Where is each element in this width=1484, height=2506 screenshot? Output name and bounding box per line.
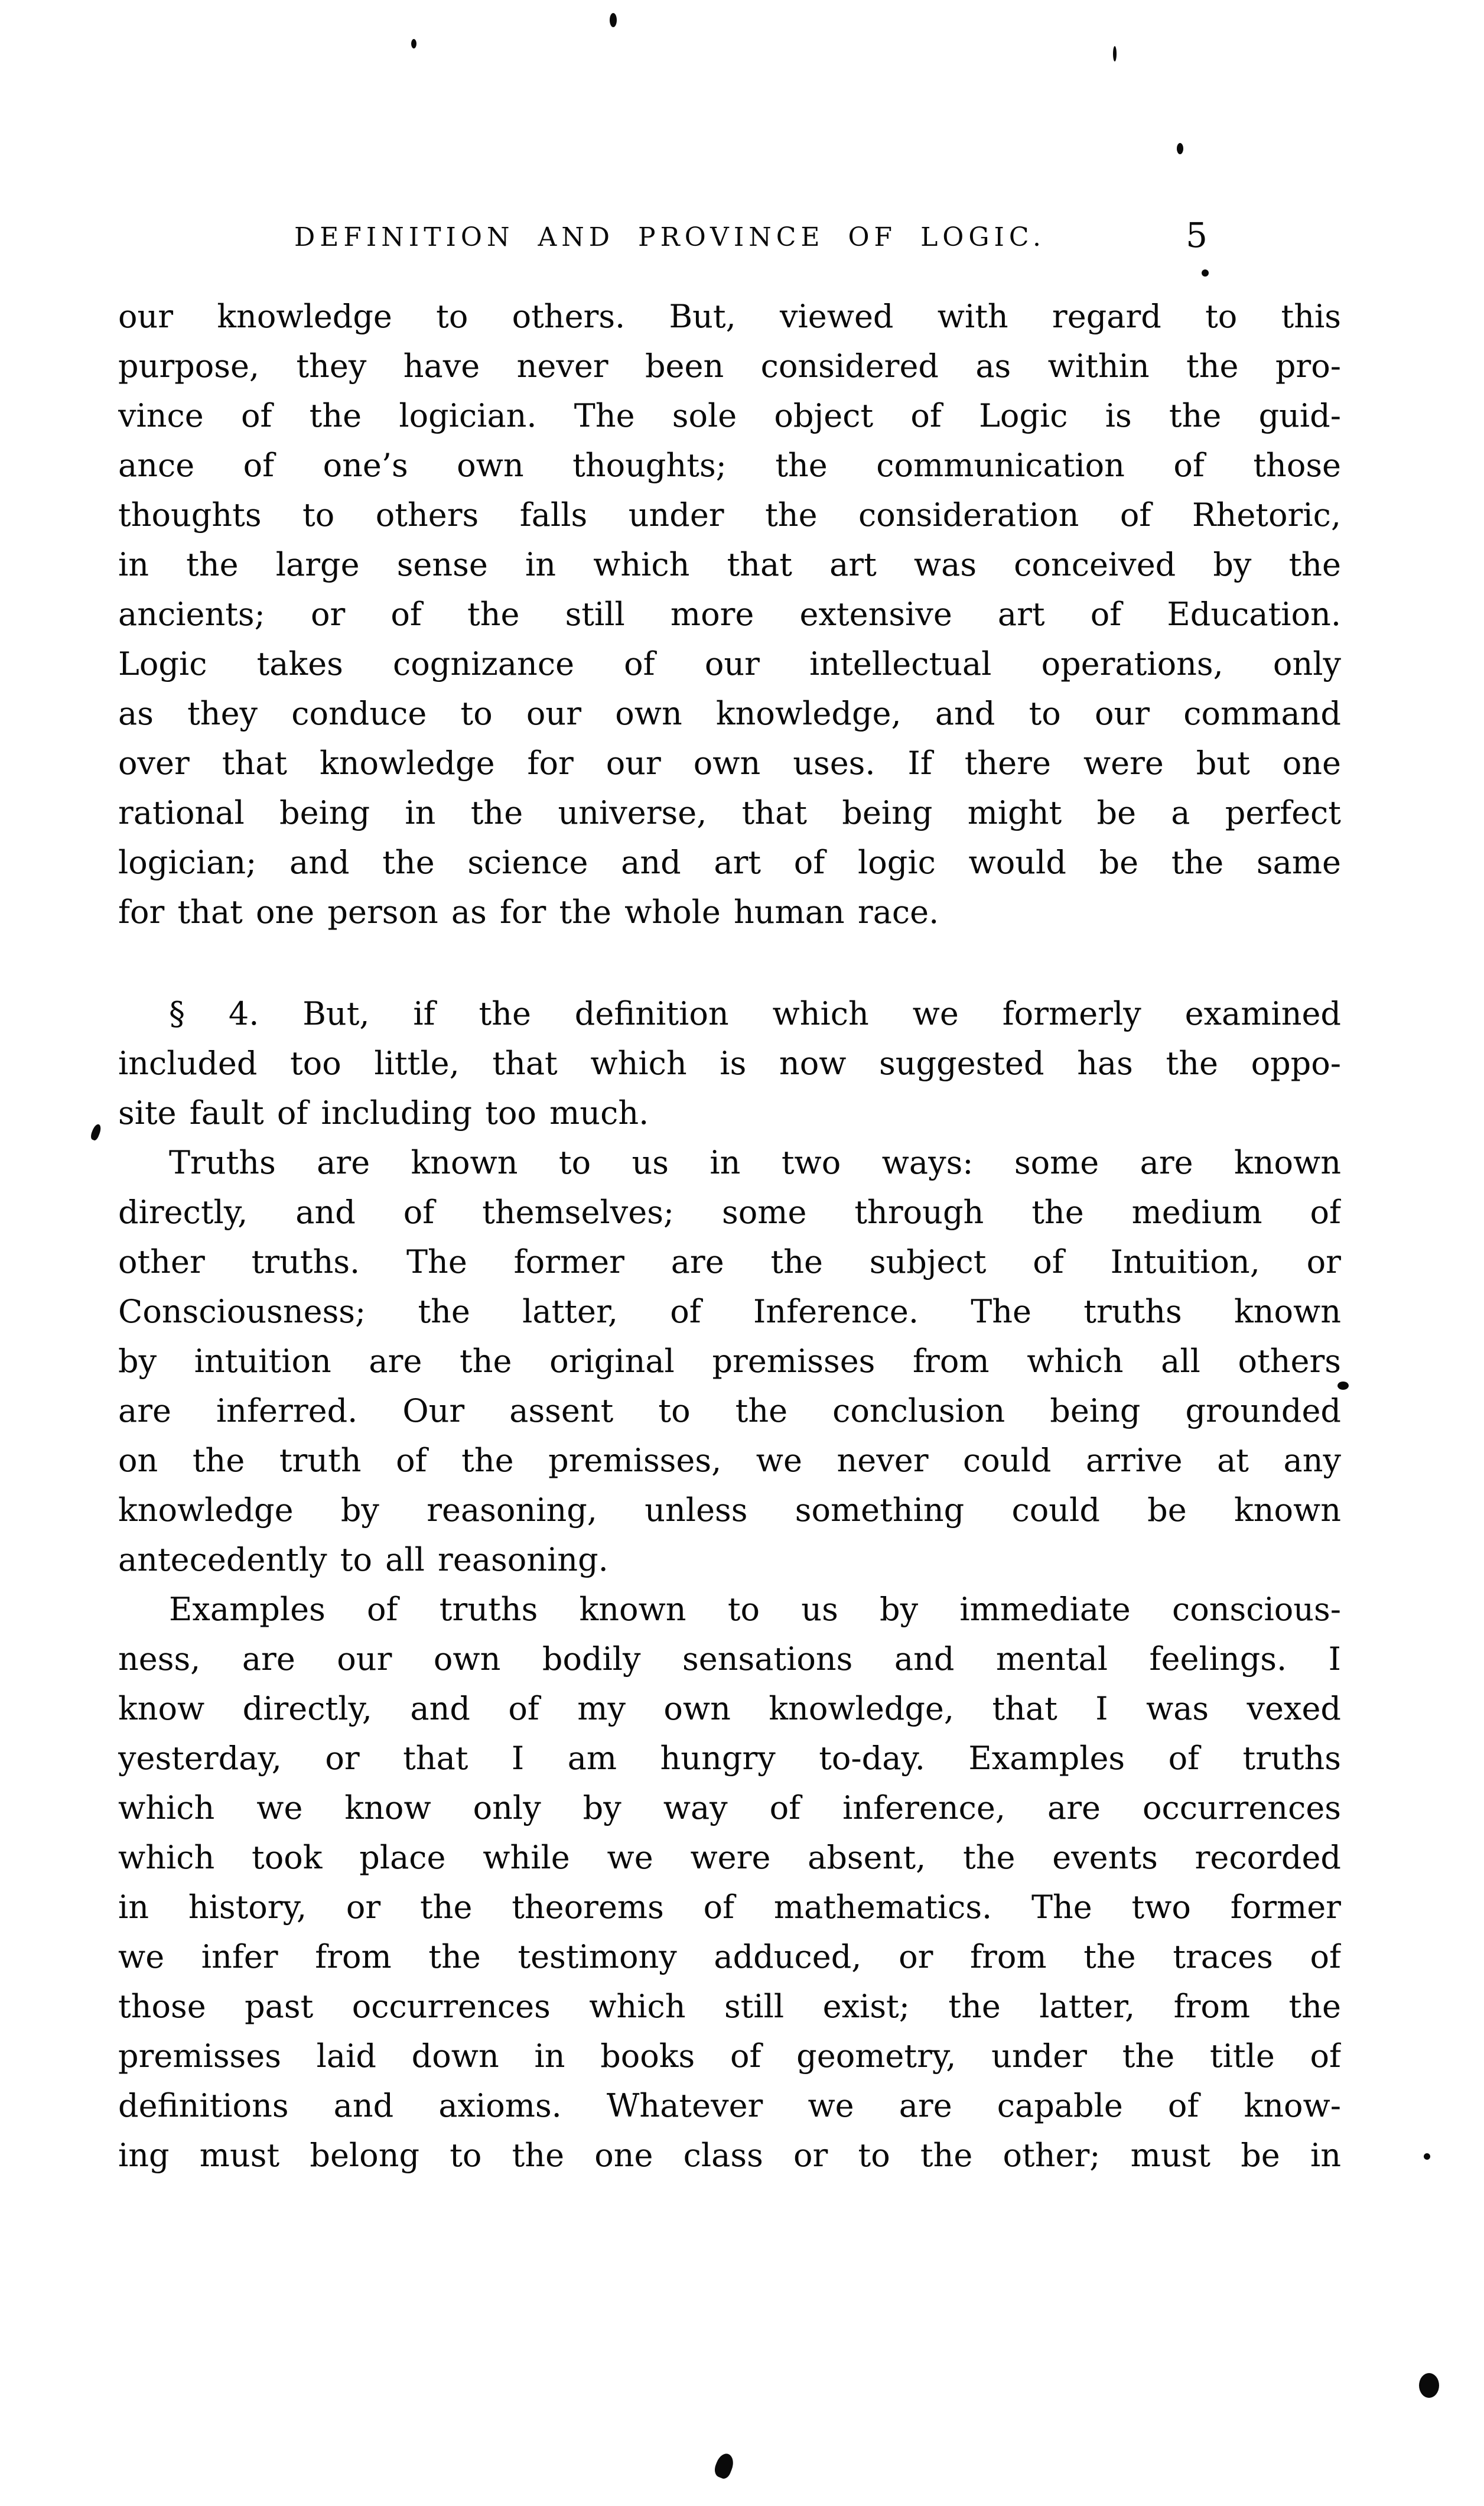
text-line: over that knowledge for our own uses. If there were but one: [118, 745, 1341, 782]
text-line: antecedently to all reasoning.: [118, 1541, 608, 1578]
page-body: [118, 292, 1341, 2180]
ink-dot-mark: [1177, 143, 1183, 154]
text-line: are inferred. Our assent to the conclusion being grounded: [118, 1392, 1341, 1429]
text-line: ing must belong to the one class or to the other; must be in: [118, 2137, 1341, 2174]
text-line: definitions and axioms. Whatever we are capable of know-: [118, 2087, 1341, 2124]
page-number: 5: [1186, 215, 1208, 255]
ink-dot-mark: [1113, 46, 1117, 61]
text-line: which we know only by way of inference, are occurrences: [118, 1789, 1341, 1826]
text-line: we infer from the testimony adduced, or from the traces of: [118, 1938, 1341, 1975]
ink-dot-mark: [1424, 2153, 1430, 2160]
text-line: in history, or the theorems of mathematics. The two former: [118, 1889, 1341, 1926]
text-line: included too little, that which is now suggested has the oppo-: [118, 1045, 1341, 1082]
paragraph-1: [118, 292, 1341, 937]
ink-dot-mark: [1202, 269, 1209, 277]
text-line: for that one person as for the whole human race.: [118, 893, 939, 931]
text-line: premisses laid down in books of geometry, under the title of: [118, 2037, 1341, 2075]
ink-dot-mark: [1419, 2373, 1439, 2398]
text-line: thoughts to others falls under the consideration of Rhetoric,: [118, 496, 1341, 534]
page-header: [118, 215, 1341, 261]
text-line: vince of the logician. The sole object of Logic is the guid-: [118, 397, 1341, 434]
text-line: Consciousness; the latter, of Inference. The truths known: [118, 1293, 1341, 1330]
text-line: in the large sense in which that art was conceived by the: [118, 546, 1341, 583]
text-line: yesterday, or that I am hungry to-day. Examples of truths: [118, 1740, 1341, 1777]
text-line: other truths. The former are the subject of Intuition, or: [118, 1243, 1341, 1280]
text-line: Logic takes cognizance of our intellectual operations, only: [118, 645, 1341, 682]
text-line: our knowledge to others. But, viewed with regard to this: [118, 298, 1341, 335]
text-line: by intuition are the original premisses from which all others: [118, 1343, 1341, 1380]
text-line: rational being in the universe, that being might be a perfect: [118, 794, 1341, 831]
text-line: those past occurrences which still exist; the latter, from the: [118, 1988, 1341, 2025]
text-line: Truths are known to us in two ways: some are known: [169, 1144, 1341, 1181]
text-line: directly, and of themselves; some through the medium of: [118, 1194, 1341, 1231]
text-line: § 4. But, if the definition which we formerly examined: [169, 995, 1341, 1032]
text-line: as they conduce to our own knowledge, and to our command: [118, 695, 1341, 732]
text-line: know directly, and of my own knowledge, that I was vexed: [118, 1690, 1341, 1727]
paragraph-2: [118, 989, 1341, 1138]
text-line: ance of one’s own thoughts; the communication of those: [118, 447, 1341, 484]
paragraph-3: [118, 1138, 1341, 1585]
ink-dot-mark: [610, 13, 617, 27]
text-line: purpose, they have never been considered as within the pro-: [118, 347, 1341, 385]
text-line: ancients; or of the still more extensive art of Education.: [118, 596, 1341, 633]
ink-dot-mark: [411, 39, 416, 48]
paragraph-4: [118, 1585, 1341, 2180]
text-line: Examples of truths known to us by immediate conscious-: [169, 1591, 1341, 1628]
text-line: knowledge by reasoning, unless something could be known: [118, 1491, 1341, 1529]
ink-comma-mark: [712, 2451, 737, 2480]
text-line: site fault of including too much.: [118, 1094, 649, 1132]
running-title: DEFINITION AND PROVINCE OF LOGIC.: [294, 222, 1046, 252]
text-line: which took place while we were absent, the events recorded: [118, 1839, 1341, 1876]
text-line: on the truth of the premisses, we never could arrive at any: [118, 1442, 1341, 1479]
ink-comma-mark: [89, 1123, 103, 1142]
text-line: logician; and the science and art of logic would be the same: [118, 844, 1341, 881]
text-line: ness, are our own bodily sensations and mental feelings. I: [118, 1640, 1341, 1678]
